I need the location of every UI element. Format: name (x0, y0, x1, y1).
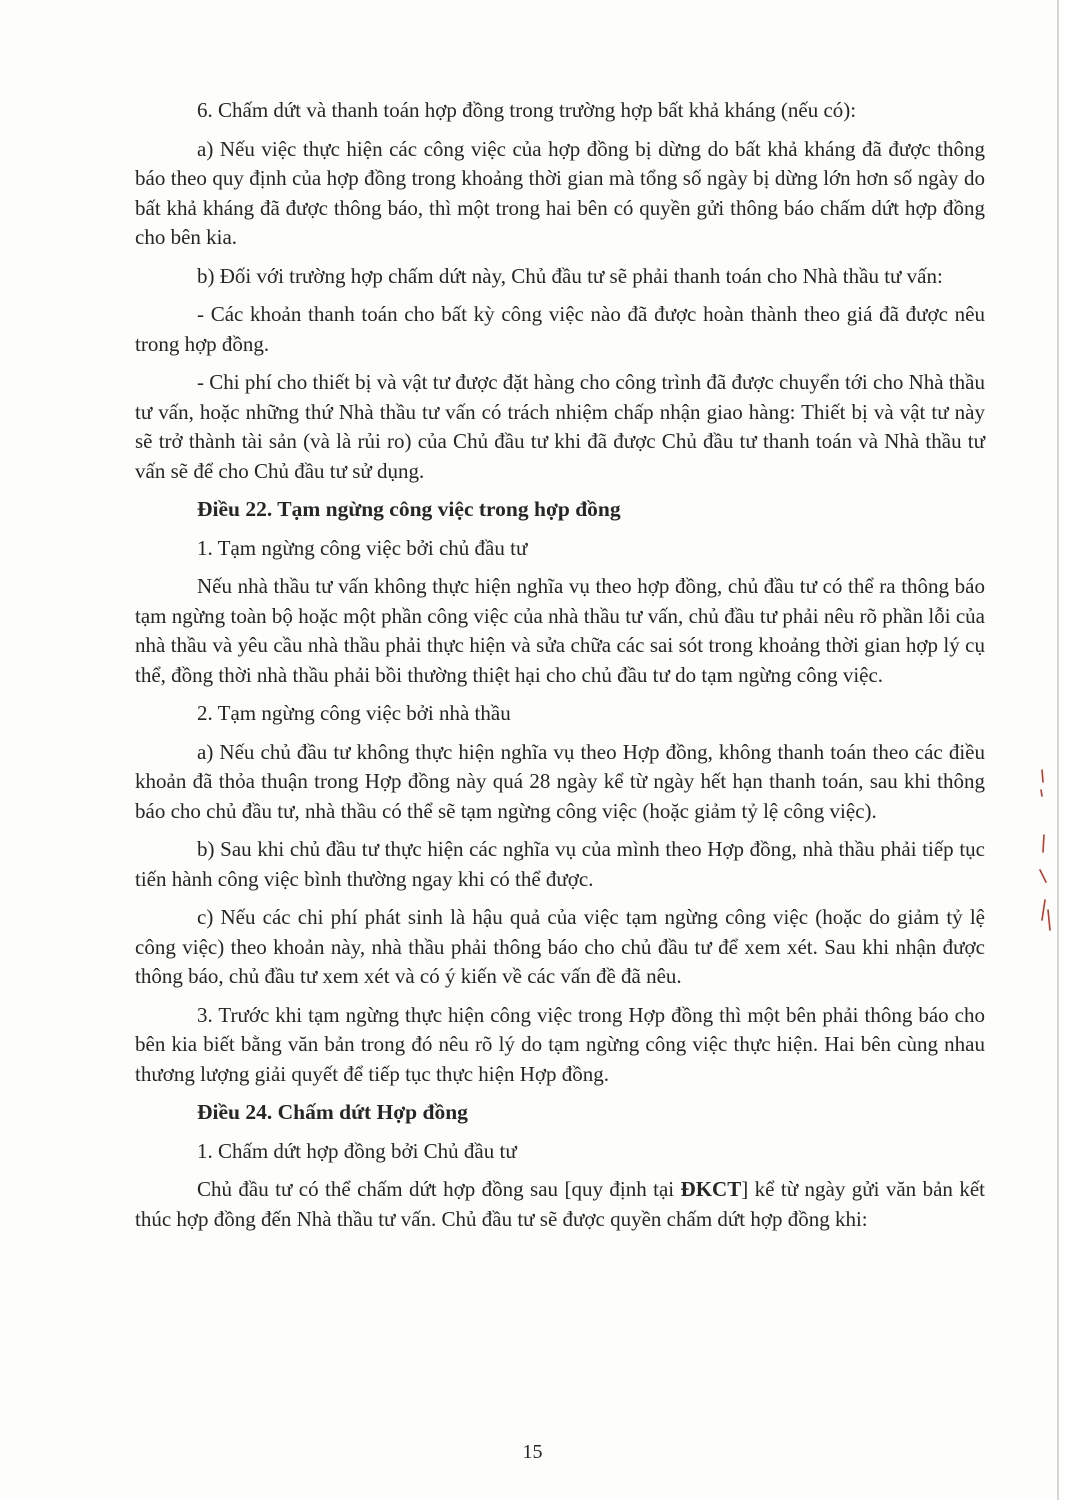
section-heading: Điều 24. Chấm dứt Hợp đồng (197, 1100, 468, 1124)
section-heading: Điều 22. Tạm ngừng công việc trong hợp đồng (197, 497, 621, 521)
scan-edge-line (1057, 0, 1059, 1500)
paragraph: - Chi phí cho thiết bị và vật tư được đặt hàng cho công trình đã được chuyển tới cho Nhà thầu tư vấn, hoặc những thứ Nhà thầu tư vấn có trách nhiệm chấp nhận giao hàng: Thiết bị và vật tư này sẽ trở thành tài sản (và là rủi ro) của Chủ đầu tư khi đã được Chủ đầu tư thanh toán và Nhà thầu tư vấn sẽ để cho Chủ đầu tư sử dụng. (135, 370, 985, 483)
paragraph: a) Nếu việc thực hiện các công việc của hợp đồng bị dừng do bất khả kháng đã được thông báo theo quy định của hợp đồng trong khoảng thời gian mà tổng số ngày bị dừng lớn hơn số ngày do bất khả kháng đã được thông báo, thì một trong hai bên có quyền gửi thông báo chấm dứt hợp đồng cho bên kia. (135, 136, 985, 249)
bold-reference: ĐKCT (680, 1177, 742, 1201)
page-number: 15 (522, 1441, 543, 1463)
paragraph: 1. Chấm dứt hợp đồng bởi Chủ đầu tư (197, 1138, 517, 1163)
paragraph-text: Chủ đầu tư có thể chấm dứt hợp đồng sau [quy định tại (197, 1177, 681, 1201)
margin-signature-marks (1036, 760, 1054, 940)
document-body (135, 96, 985, 1243)
paragraph: 2. Tạm ngừng công việc bởi nhà thầu (197, 701, 511, 725)
paragraph: Nếu nhà thầu tư vấn không thực hiện nghĩa vụ theo hợp đồng, chủ đầu tư có thể ra thông báo tạm ngừng toàn bộ hoặc một phần công việc của nhà thầu tư vấn, chủ đầu tư phải nêu rõ phần lỗi của nhà thầu và yêu cầu nhà thầu phải thực hiện và sửa chữa các sai sót trong khoảng thời gian hợp lý cụ thể, đồng thời nhà thầu phải bồi thường thiệt hại cho chủ đầu tư do tạm ngừng công việc. (135, 574, 985, 687)
paragraph: c) Nếu các chi phí phát sinh là hậu quả của việc tạm ngừng công việc (hoặc do giảm tỷ lệ công việc) theo khoản này, nhà thầu phải thông báo cho chủ đầu tư để xem xét. Sau khi nhận được thông báo, chủ đầu tư xem xét và có ý kiến về các vấn đề đã nêu. (135, 905, 985, 988)
paragraph: 1. Tạm ngừng công việc bởi chủ đầu tư (197, 535, 528, 560)
paragraph: b) Sau khi chủ đầu tư thực hiện các nghĩa vụ của mình theo Hợp đồng, nhà thầu phải tiếp tục tiến hành công việc bình thường ngay khi có thể được. (135, 837, 985, 891)
paragraph (135, 1175, 985, 1234)
paragraph: 3. Trước khi tạm ngừng thực hiện công việc trong Hợp đồng thì một bên phải thông báo cho bên kia biết bằng văn bản trong đó nêu rõ lý do tạm ngừng công việc thực hiện. Hai bên cùng nhau thương lượng giải quyết để tiếp tục thực hiện Hợp đồng. (135, 1002, 985, 1086)
paragraph: b) Đối với trường hợp chấm dứt này, Chủ đầu tư sẽ phải thanh toán cho Nhà thầu tư vấn: (197, 263, 943, 288)
paragraph: 6. Chấm dứt và thanh toán hợp đồng trong trường hợp bất khả kháng (nếu có): (197, 98, 857, 122)
paragraph-text: ] kể từ ngày gửi văn bản kết thúc hợp đồng đến Nhà thầu tư vấn. Chủ đầu tư sẽ được quyền chấm dứt hợp đồng khi: (135, 1177, 985, 1231)
paragraph: - Các khoản thanh toán cho bất kỳ công việc nào đã được hoàn thành theo giá đã được nêu trong hợp đồng. (135, 302, 985, 356)
paragraph: a) Nếu chủ đầu tư không thực hiện nghĩa vụ theo Hợp đồng, không thanh toán theo các điều khoản đã thỏa thuận trong Hợp đồng này quá 28 ngày kể từ ngày hết hạn thanh toán, sau khi thông báo cho chủ đầu tư, nhà thầu có thể sẽ tạm ngừng công việc (hoặc giảm tỷ lệ công việc). (135, 739, 985, 823)
